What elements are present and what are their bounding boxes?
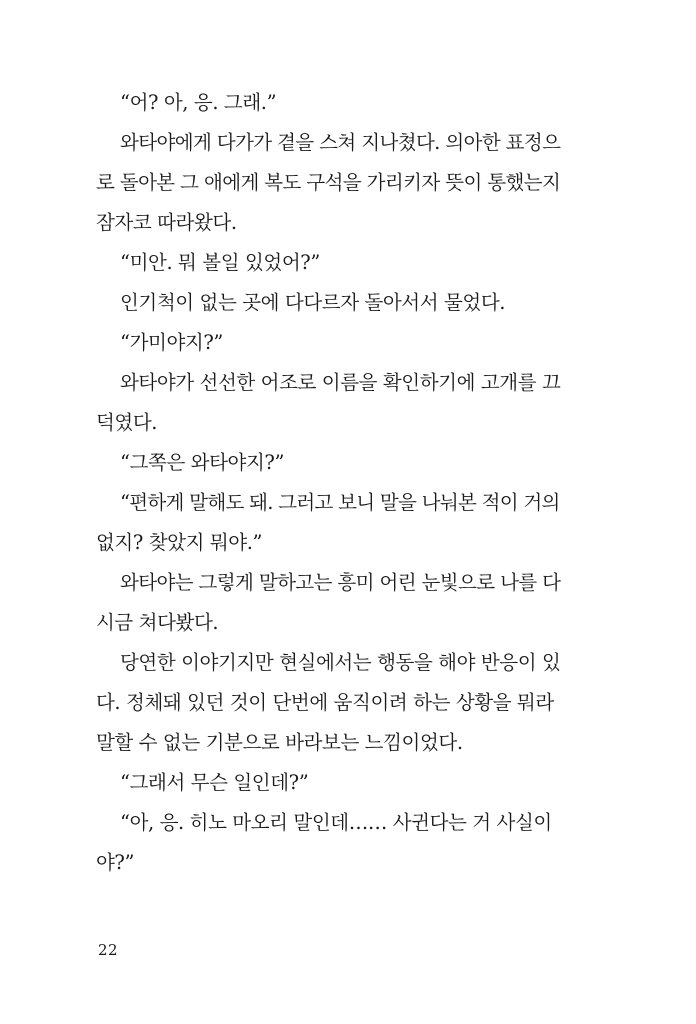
text-line: “아, 응. 히노 마오리 말인데…… 사귄다는 거 사실이 bbox=[120, 811, 552, 834]
text-line: 야?” bbox=[96, 851, 135, 874]
text-line: 다. 정체돼 있던 것이 단번에 움직이려 하는 상황을 뭐라 bbox=[96, 691, 554, 714]
text-line: 말할 수 없는 기분으로 바라보는 느낌이었다. bbox=[96, 731, 463, 754]
text-line: 인기척이 없는 곳에 다다르자 돌아서서 물었다. bbox=[120, 291, 506, 314]
text-line: “편하게 말해도 돼. 그러고 보니 말을 나눠본 적이 거의 bbox=[120, 491, 560, 514]
text-line: 와타야가 선선한 어조로 이름을 확인하기에 고개를 끄 bbox=[120, 371, 561, 394]
text-line: “가미야지?” bbox=[120, 331, 223, 354]
text-line: 당연한 이야기지만 현실에서는 행동을 해야 반응이 있 bbox=[120, 651, 561, 674]
text-line: “미안. 뭐 볼일 있었어?” bbox=[120, 251, 320, 274]
text-line: “그래서 무슨 일인데?” bbox=[120, 771, 309, 794]
text-line: 덕였다. bbox=[96, 411, 158, 434]
text-line: 로 돌아본 그 애에게 복도 구석을 가리키자 뜻이 통했는지 bbox=[96, 171, 561, 194]
page-number: 22 bbox=[98, 941, 119, 959]
text-line: 와타야는 그렇게 말하고는 흥미 어린 눈빛으로 나를 다 bbox=[120, 571, 561, 594]
text-line: 잠자코 따라왔다. bbox=[96, 211, 237, 234]
text-line: “그쪽은 와타야지?” bbox=[120, 451, 285, 474]
text-line: 없지? 찾았지 뭐야.” bbox=[96, 531, 263, 554]
text-line: 시금 쳐다봤다. bbox=[96, 611, 219, 634]
text-line: “어? 아, 응. 그래.” bbox=[120, 91, 277, 114]
text-line: 와타야에게 다가가 곁을 스쳐 지나쳤다. 의아한 표정으 bbox=[120, 131, 561, 154]
